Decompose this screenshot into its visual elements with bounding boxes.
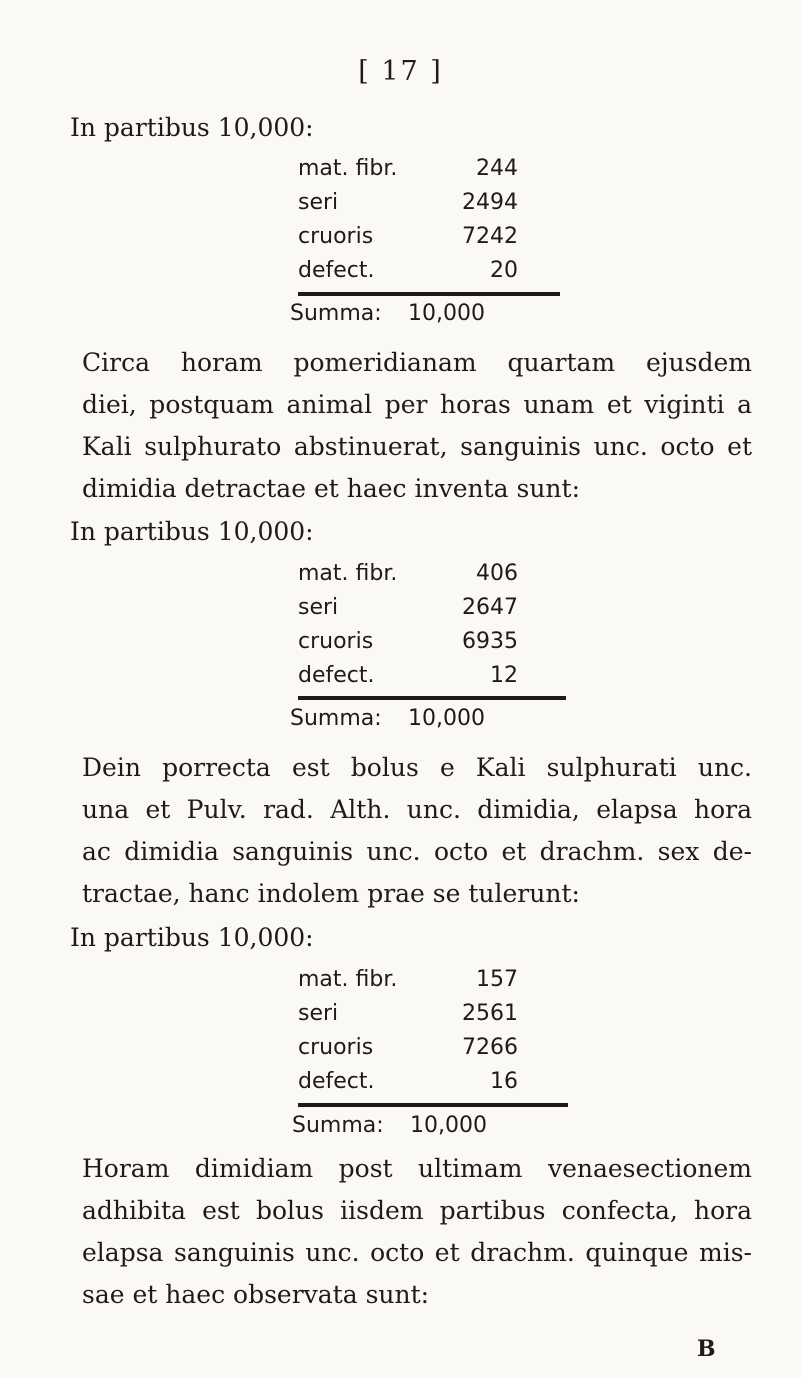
paragraph-line: Circa horam pomeridianam quartam ejusdem: [82, 348, 752, 377]
signature-mark: B: [697, 1336, 716, 1362]
paragraph-line: Dein porrecta est bolus e Kali sulphurati unc.: [82, 753, 752, 782]
paragraph-line: dimidia detractae et haec inventa sunt:: [82, 474, 580, 503]
row-label: mat. fibr.: [298, 967, 398, 992]
summa-label: Summa:: [292, 1113, 384, 1138]
paragraph-line: elapsa sanguinis unc. octo et drachm. quinque mis-: [82, 1238, 752, 1267]
summa-value: 10,000: [410, 1113, 487, 1138]
row-value: 2647: [462, 595, 518, 620]
table-row: [298, 663, 518, 695]
summa-value: 10,000: [408, 706, 485, 731]
row-value: 6935: [462, 629, 518, 654]
table-row: [298, 1069, 518, 1101]
page-number: [ 17 ]: [358, 56, 443, 87]
paragraph-line: una et Pulv. rad. Alth. unc. dimidia, elapsa hora: [82, 795, 752, 824]
summa-label: Summa:: [290, 706, 382, 731]
paragraph-line: adhibita est bolus iisdem partibus confecta, hora: [82, 1196, 752, 1225]
row-label: mat. fibr.: [298, 561, 398, 586]
table-row: [298, 156, 518, 188]
table-row: [298, 190, 518, 222]
sum-rule: [298, 1103, 568, 1107]
table-row: [298, 258, 518, 290]
table-row: [298, 967, 518, 999]
block-intro: In partibus 10,000:: [70, 517, 314, 546]
block-intro: In partibus 10,000:: [70, 923, 314, 952]
row-label: cruoris: [298, 629, 374, 654]
row-value: 2561: [462, 1001, 518, 1026]
row-value: 2494: [462, 190, 518, 215]
row-label: seri: [298, 1001, 339, 1026]
row-value: 406: [476, 561, 518, 586]
row-label: defect.: [298, 1069, 375, 1094]
row-value: 7242: [462, 224, 518, 249]
row-value: 20: [490, 258, 518, 283]
paragraph-line: Horam dimidiam post ultimam venaesectionem: [82, 1154, 752, 1183]
table-row: [298, 1001, 518, 1033]
sum-rule: [298, 292, 560, 296]
table-row: [298, 224, 518, 256]
row-value: 244: [476, 156, 518, 181]
sum-rule: [298, 696, 566, 700]
row-label: defect.: [298, 663, 375, 688]
row-label: seri: [298, 190, 339, 215]
row-value: 12: [490, 663, 518, 688]
paragraph-line: sae et haec observata sunt:: [82, 1280, 430, 1309]
paragraph-line: ac dimidia sanguinis unc. octo et drachm. sex de-: [82, 837, 752, 866]
paragraph-line: tractae, hanc indolem prae se tulerunt:: [82, 879, 580, 908]
row-label: cruoris: [298, 224, 374, 249]
row-label: seri: [298, 595, 339, 620]
summa-value: 10,000: [408, 301, 485, 326]
row-label: mat. fibr.: [298, 156, 398, 181]
row-label: defect.: [298, 258, 375, 283]
table-row: [298, 595, 518, 627]
row-value: 16: [490, 1069, 518, 1094]
paragraph-line: Kali sulphurato abstinuerat, sanguinis unc. octo et: [82, 432, 752, 461]
paragraph-line: diei, postquam animal per horas unam et viginti a: [82, 390, 752, 419]
summa-label: Summa:: [290, 301, 382, 326]
row-value: 7266: [462, 1035, 518, 1060]
row-label: cruoris: [298, 1035, 374, 1060]
table-row: [298, 1035, 518, 1067]
table-row: [298, 629, 518, 661]
block-intro: In partibus 10,000:: [70, 113, 314, 142]
row-value: 157: [476, 967, 518, 992]
table-row: [298, 561, 518, 593]
